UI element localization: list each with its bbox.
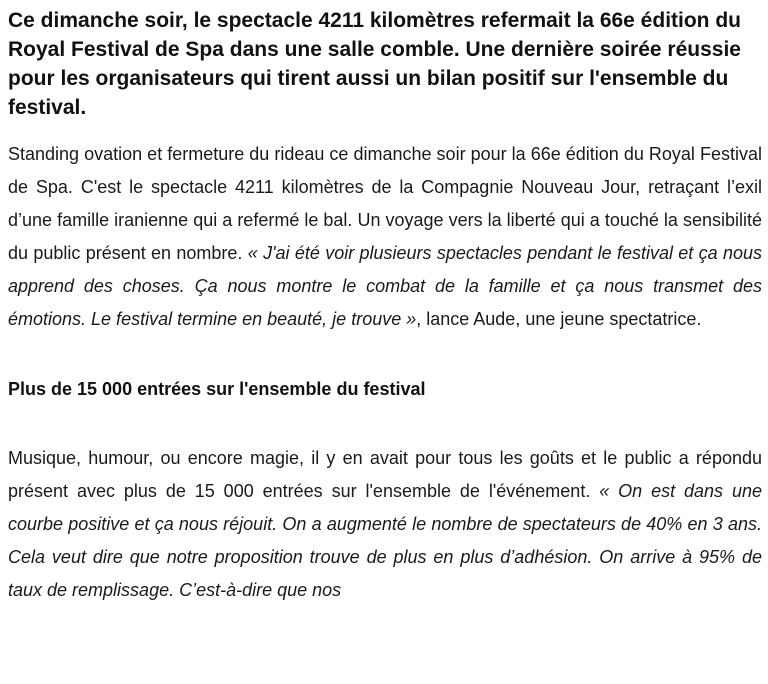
article-paragraph-1 — [8, 138, 762, 336]
paragraph-1-text: Standing ovation et fermeture du rideau ce dimanche soir pour la 66e édition du Royal Festival de Spa. C'est le spectacle 4211 kilomètres de la Compagnie Nouveau Jour, retraçant l’exil d’une famille iranienne qui a refermé le bal. Un voyage vers la liberté qui a touché la sensibilité du public présent en nombre. — [8, 144, 762, 263]
article-paragraph-2 — [8, 442, 762, 607]
paragraph-1-attribution: , lance Aude, une jeune spectatrice. — [416, 309, 702, 329]
paragraph-2-text: Musique, humour, ou encore magie, il y en avait pour tous les goûts et le public a répondu présent avec plus de 15 000 entrées sur l'ensemble de l'événement. — [8, 448, 762, 501]
paragraph-2-quote: « On est dans une courbe positive et ça nous réjouit. On a augmenté le nombre de spectateurs de 40% en 3 ans. Cela veut dire que notre proposition trouve de plus en plus d’adhésion. On arrive à 95% de taux de remplissage. C’est-à-dire que nos — [8, 481, 762, 600]
paragraph-1-quote: « J'ai été voir plusieurs spectacles pendant le festival et ça nous apprend des choses. Ça nous montre le combat de la famille et ça nous transmet des émotions. Le festival termine en beauté, je trouve » — [8, 243, 762, 329]
article-lead: Ce dimanche soir, le spectacle 4211 kilomètres refermait la 66e édition du Royal Festival de Spa dans une salle comble. Une dernière soirée réussie pour les organisateurs qui tirent aussi un bilan positif sur l'ensemble du festival. — [8, 9, 742, 119]
section-heading: Plus de 15 000 entrées sur l'ensemble du festival — [8, 379, 426, 399]
